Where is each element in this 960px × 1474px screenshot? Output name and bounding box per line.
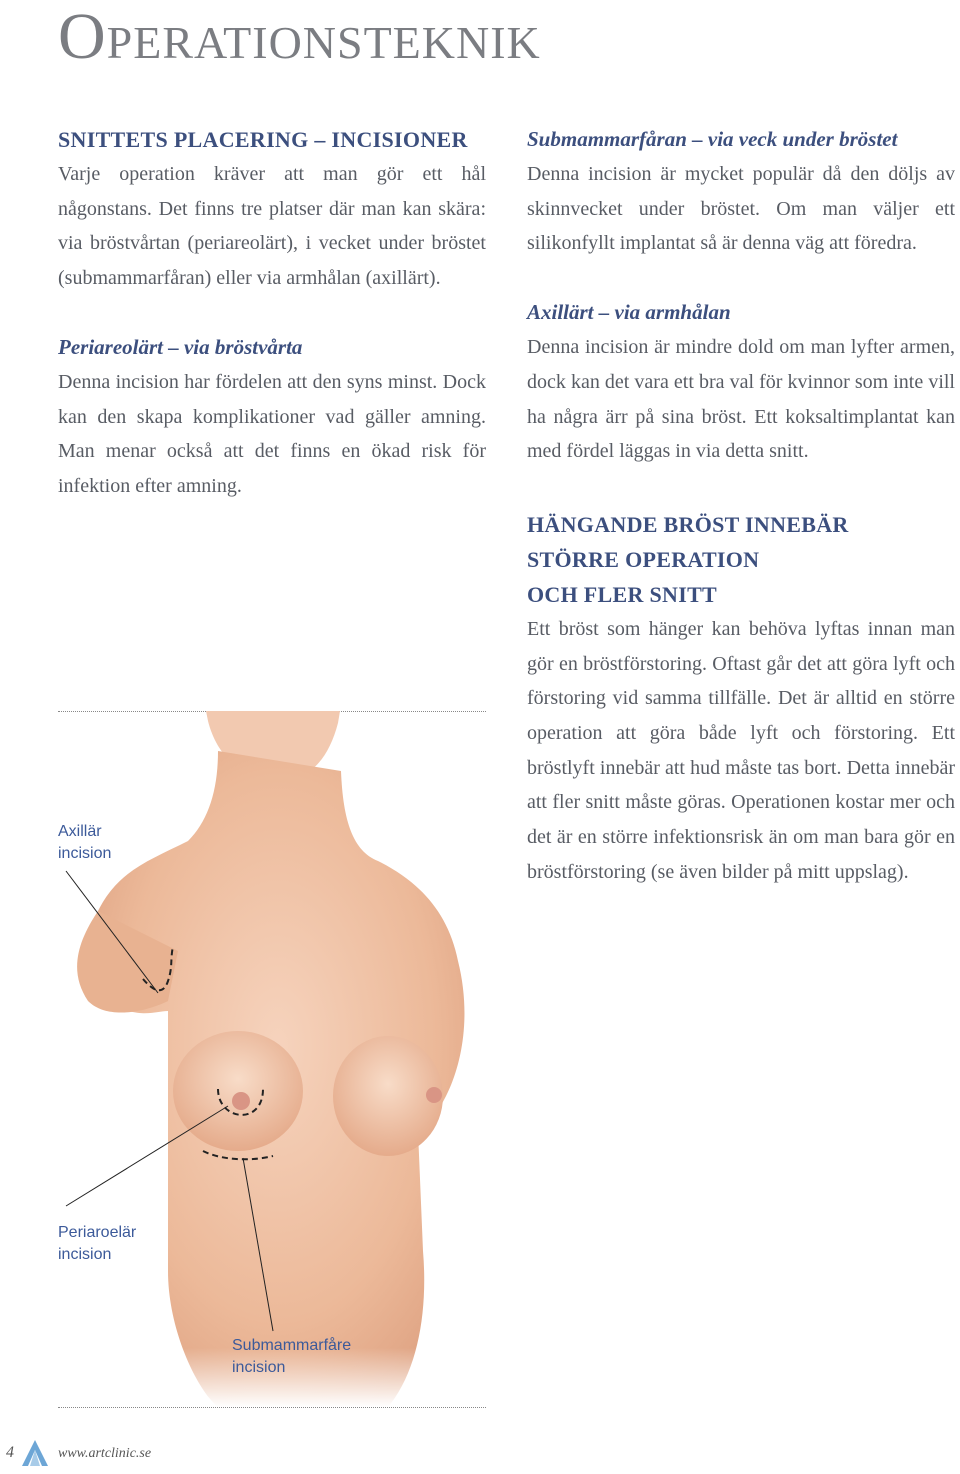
axillar-incision-label: Axillär incision <box>58 823 112 862</box>
left-column <box>58 122 486 504</box>
page-footer <box>0 1438 960 1474</box>
submammar-incision-label: Submammarfåre incision <box>232 1337 352 1376</box>
periareolar-heading: Periareolärt – via bröstvårta <box>58 334 303 359</box>
website-link[interactable]: www.artclinic.se <box>58 1446 152 1461</box>
hanging-breast-heading-line-2: STÖRRE OPERATION <box>527 546 760 572</box>
hanging-breast-text: Ett bröst som hänger kan behöva lyftas innan man gör en bröstförstoring. Oftast går det att göra lyft och förstoring vid samma tillfälle. Det är alltid en större operation att göra både lyft och förstoring. Ett bröstlyft innebär att hud måste tas bort. Detta innebär att fler snitt måste göras. Operationen kostar mer och det är en större infektionsrisk än om man bara gör en bröstförstoring (se även bilder på mitt uppslag). <box>527 617 955 883</box>
hanging-breast-heading-line-1: HÄNGANDE BRÖST INNEBÄR <box>527 511 849 537</box>
page-number: 4 <box>6 1444 14 1461</box>
periareolar-incision-label: Periaroelär incision <box>58 1224 137 1263</box>
submammar-text: Denna incision är mycket populär då den döljs av skinnvecket under bröstet. Om man väljer ett silikonfyllt implantat så är denna väg att föredra. <box>527 163 955 255</box>
left-nipple-shape <box>232 1092 250 1110</box>
right-nipple-shape <box>426 1087 442 1103</box>
submammar-heading: Submammarfåran – via veck under bröstet <box>527 127 898 151</box>
incision-illustration-figure <box>58 711 486 1407</box>
periareolar-text: Denna incision har fördelen att den syns minst. Dock kan den skapa komplikationer vad gäller amning. Man menar också att det finns en ökad risk för infektion efter amning. <box>58 370 486 497</box>
torso-illustration <box>58 711 486 1407</box>
artclinic-logo-icon <box>20 1438 50 1468</box>
incision-intro-text: Varje operation kräver att man gör ett hål någonstans. Det finns tre platser där man kan skära: via bröstvårtan (periareolärt), i vecket under bröstet (submammarfåran) eller via armhålan (axillärt). <box>58 163 486 290</box>
page-title: Operationsteknik <box>58 0 541 73</box>
axillar-text: Denna incision är mindre dold om man lyfter armen, dock kan det vara ett bra val för kvinnor som inte vill ha några ärr på sina bröst. Ett koksaltimplantat kan med fördel läggas in via detta snitt. <box>527 336 955 463</box>
incision-placement-heading: SNITTETS PLACERING – INCISIONER <box>58 127 468 152</box>
figure-bottom-divider <box>58 1407 486 1408</box>
right-column <box>527 122 955 890</box>
hanging-breast-heading-line-3: OCH FLER SNITT <box>527 581 718 607</box>
axillar-heading: Axillärt – via armhålan <box>527 300 731 325</box>
